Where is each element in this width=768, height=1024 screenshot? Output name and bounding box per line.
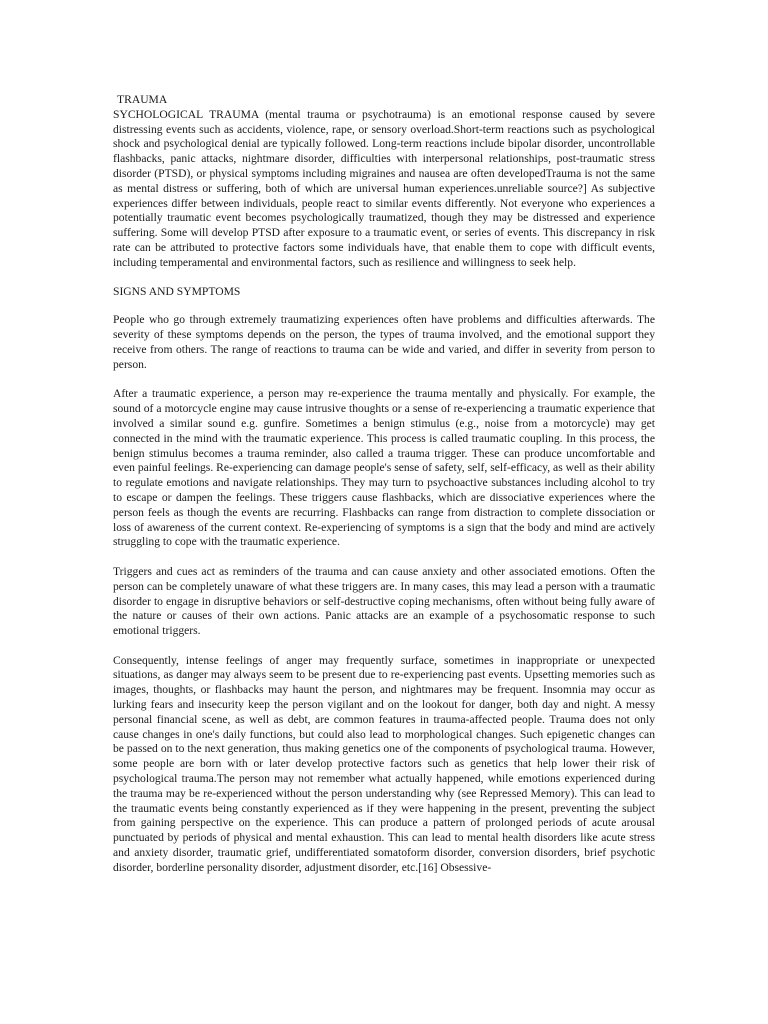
document-page <box>113 93 655 876</box>
body-paragraph-4: Consequently, intense feelings of anger may frequently surface, sometimes in inappropriate or unexpected situations, as danger may always seem to be present due to re-experiencing past events. Upsetting memories such as images, thoughts, or flashbacks may haunt the person, and nightmares may be frequent. Insomnia may occur as lurking fears and insecurity keep the person vigilant and on the lookout for danger, both day and night. A messy personal financial scene, as well as debt, are common features in trauma-affected people. Trauma does not only cause changes in one's daily functions, but could also lead to morphological changes. Such epigenetic changes can be passed on to the next generation, thus making genetics one of the components of psychological trauma. However, some people are born with or later develop protective factors such as genetics that help lower their risk of psychological trauma.The person may not remember what actually happened, while emotions experienced during the trauma may be re-experienced without the person understanding why (see Repressed Memory). This can lead to the traumatic events being constantly experienced as if they were happening in the present, preventing the subject from gaining perspective on the experience. This can produce a pattern of prolonged periods of acute arousal punctuated by periods of physical and mental exhaustion. This can lead to mental health disorders like acute stress and anxiety disorder, traumatic grief, undifferentiated somatoform disorder, conversion disorders, brief psychotic disorder, borderline personality disorder, adjustment disorder, etc.[16] Obsessive- <box>113 653 655 874</box>
document-title: TRAUMA <box>117 93 168 106</box>
section-heading: SIGNS AND SYMPTOMS <box>113 284 241 298</box>
body-paragraph-2: After a traumatic experience, a person may re-experience the trauma mentally and physically. For example, the sound of a motorcycle engine may cause intrusive thoughts or a sense of re-experiencing a traumatic experience that involved a similar sound e.g. gunfire. Sometimes a benign stimulus (e.g., noise from a motorcycle) may get connected in the mind with the traumatic experience. This process is called traumatic coupling. In this process, the benign stimulus becomes a trauma reminder, also called a trauma trigger. These can produce uncomfortable and even painful feelings. Re-experiencing can damage people's sense of safety, self, self-efficacy, as well as their ability to regulate emotions and navigate relationships. They may turn to psychoactive substances including alcohol to try to escape or dampen the feelings. These triggers cause flashbacks, which are dissociative experiences where the person feels as though the events are recurring. Flashbacks can range from distraction to complete dissociation or loss of awareness of the current context. Re-experiencing of symptoms is a sign that the body and mind are actively struggling to cope with the traumatic experience. <box>113 387 655 549</box>
intro-paragraph: SYCHOLOGICAL TRAUMA (mental trauma or psychotrauma) is an emotional response caused by severe distressing events such as accidents, violence, rape, or sensory overload.Short-term reactions such as psychological shock and psychological denial are typically followed. Long-term reactions include bipolar disorder, uncontrollable flashbacks, panic attacks, nightmare disorder, difficulties with interpersonal relationships, post-traumatic stress disorder (PTSD), or physical symptoms including migraines and nausea are often developedTrauma is not the same as mental distress or suffering, both of which are universal human experiences.unreliable source?] As subjective experiences differ between individuals, people react to similar events differently. Not everyone who experiences a potentially traumatic event becomes psychologically traumatized, though they may be distressed and experience suffering. Some will develop PTSD after exposure to a traumatic event, or series of events. This discrepancy in risk rate can be attributed to protective factors some individuals have, that enable them to cope with difficult events, including temperamental and environmental factors, such as resilience and willingness to seek help. <box>113 107 655 269</box>
body-paragraph-3: Triggers and cues act as reminders of the trauma and can cause anxiety and other associated emotions. Often the person can be completely unaware of what these triggers are. In many cases, this may lead a person with a traumatic disorder to engage in disruptive behaviors or self-destructive coping mechanisms, often without being fully aware of the nature or causes of their own actions. Panic attacks are an example of a psychosomatic response to such emotional triggers. <box>113 564 655 638</box>
body-paragraph-1: People who go through extremely traumatizing experiences often have problems and difficulties afterwards. The severity of these symptoms depends on the person, the types of trauma involved, and the emotional support they receive from others. The range of reactions to trauma can be wide and varied, and differ in severity from person to person. <box>113 313 655 371</box>
